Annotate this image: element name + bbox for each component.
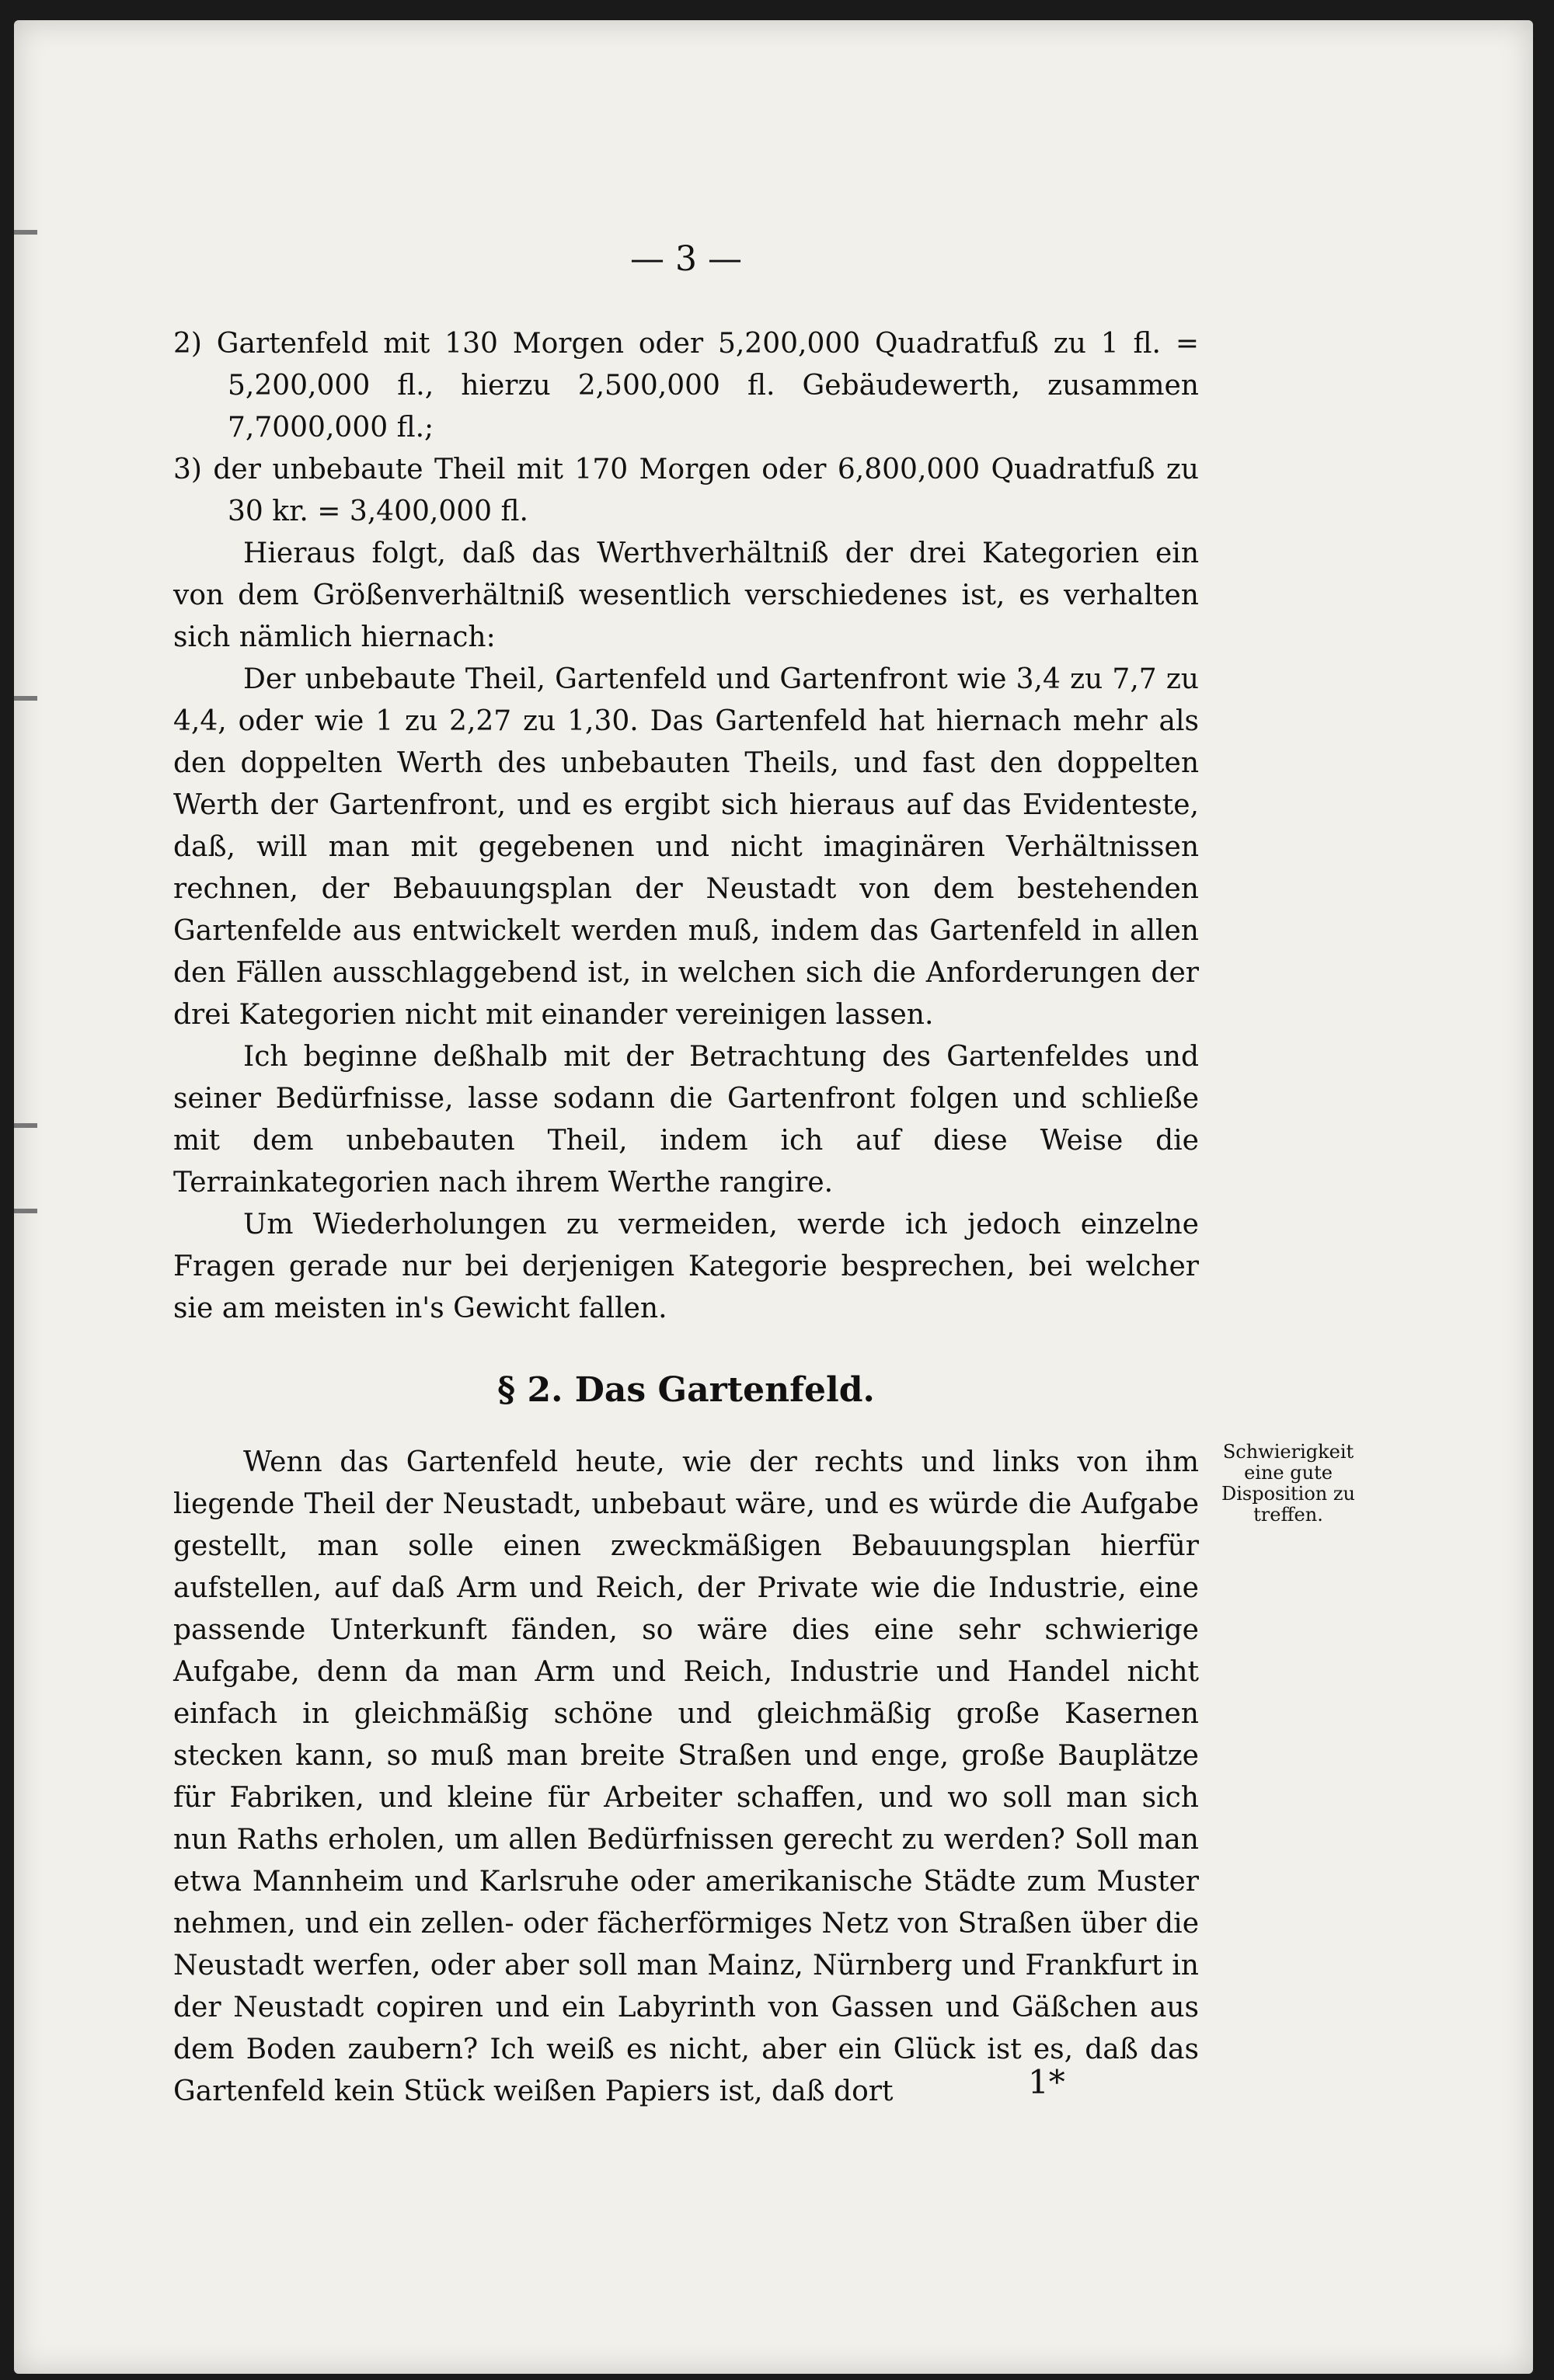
paragraph: Der unbebaute Theil, Gartenfeld und Gartenfront wie 3,4 zu 7,7 zu 4,4, oder wie 1 zu 2,27 zu 1,30. Das Gartenfeld hat hiernach mehr als den doppelten Werth des unbebauten Theils, und fast den doppelten Werth der Gartenfront, und es ergibt sich hieraus auf das Evidenteste, daß, will man mit gegebenen und nicht imaginären Verhältnissen rechnen, der Bebauungsplan der Neustadt von dem bestehenden Gartenfelde aus entwickelt werden muß, indem das Gartenfeld in allen den Fällen ausschlaggebend ist, in welchen sich die Anforderungen der drei Kategorien nicht mit einander vereinigen lassen. [173,663,1199,1031]
list-item: 2) Gartenfeld mit 130 Morgen oder 5,200,000 Quadratfuß zu 1 fl. = 5,200,000 fl., hierzu 2,500,000 fl. Gebäudewerth, zusammen 7,7000,000 fl.; [173,328,1199,444]
binding-mark [14,1209,37,1213]
book-page [14,20,1533,2374]
signature-mark: 1* [1028,2063,1065,2101]
paragraph: Hieraus folgt, daß das Werthverhältniß der drei Kategorien ein von dem Größenverhältniß wesentlich verschiedenes ist, es verhalten sich nämlich hiernach: [173,538,1199,653]
list-item: 3) der unbebaute Theil mit 170 Morgen oder 6,800,000 Quadratfuß zu 30 kr. = 3,400,000 fl. [173,454,1199,527]
paragraph: Ich beginne deßhalb mit der Betrachtung des Gartenfeldes und seiner Bedürfnisse, lasse sodann die Gartenfront folgen und schließe mit dem unbebauten Theil, indem ich auf diese Weise die Terrainkategorien nach ihrem Werthe rangire. [173,1041,1199,1199]
body-text [173,323,1199,2113]
paragraph: Um Wiederholungen zu vermeiden, werde ich jedoch einzelne Fragen gerade nur bei derjenigen Kategorie besprechen, bei welcher sie am meisten in's Gewicht fallen. [173,1209,1199,1324]
paragraph: Wenn das Gartenfeld heute, wie der rechts und links von ihm liegende Theil der Neustadt, unbebaut wäre, und es würde die Aufgabe gestellt, man solle einen zweckmäßigen Bebauungsplan hierfür aufstellen, auf daß Arm und Reich, der Private wie die Industrie, eine passende Unterkunft fänden, so wäre dies eine sehr schwierige Aufgabe, denn da man Arm und Reich, Industrie und Handel nicht einfach in gleichmäßig schöne und gleichmäßig große Kasernen stecken kann, so muß man breite Straßen und enge, große Bauplätze für Fabriken, und kleine für Arbeiter schaffen, und wo soll man sich nun Raths erholen, um allen Bedürfnissen gerecht zu werden? Soll man etwa Mannheim und Karlsruhe oder amerikanische Städte zum Muster nehmen, und ein zellen- oder fächerförmiges Netz von Straßen über die Neustadt werfen, oder aber soll man Mainz, Nürnberg und Frankfurt in der Neustadt copiren und ein Labyrinth von Gassen und Gäßchen aus dem Boden zaubern? Ich weiß es nicht, aber ein Glück ist es, daß das Gartenfeld kein Stück weißen Papiers ist, daß dort [173,1446,1199,2107]
binding-mark [14,230,37,235]
page-number: — 3 — [630,239,742,279]
binding-mark [14,696,37,701]
margin-note: Schwierigkeit eine gute Disposition zu treffen. [1221,1441,1355,1526]
section-title: § 2. Das Gartenfeld. [497,1370,875,1410]
binding-mark [14,1123,37,1128]
